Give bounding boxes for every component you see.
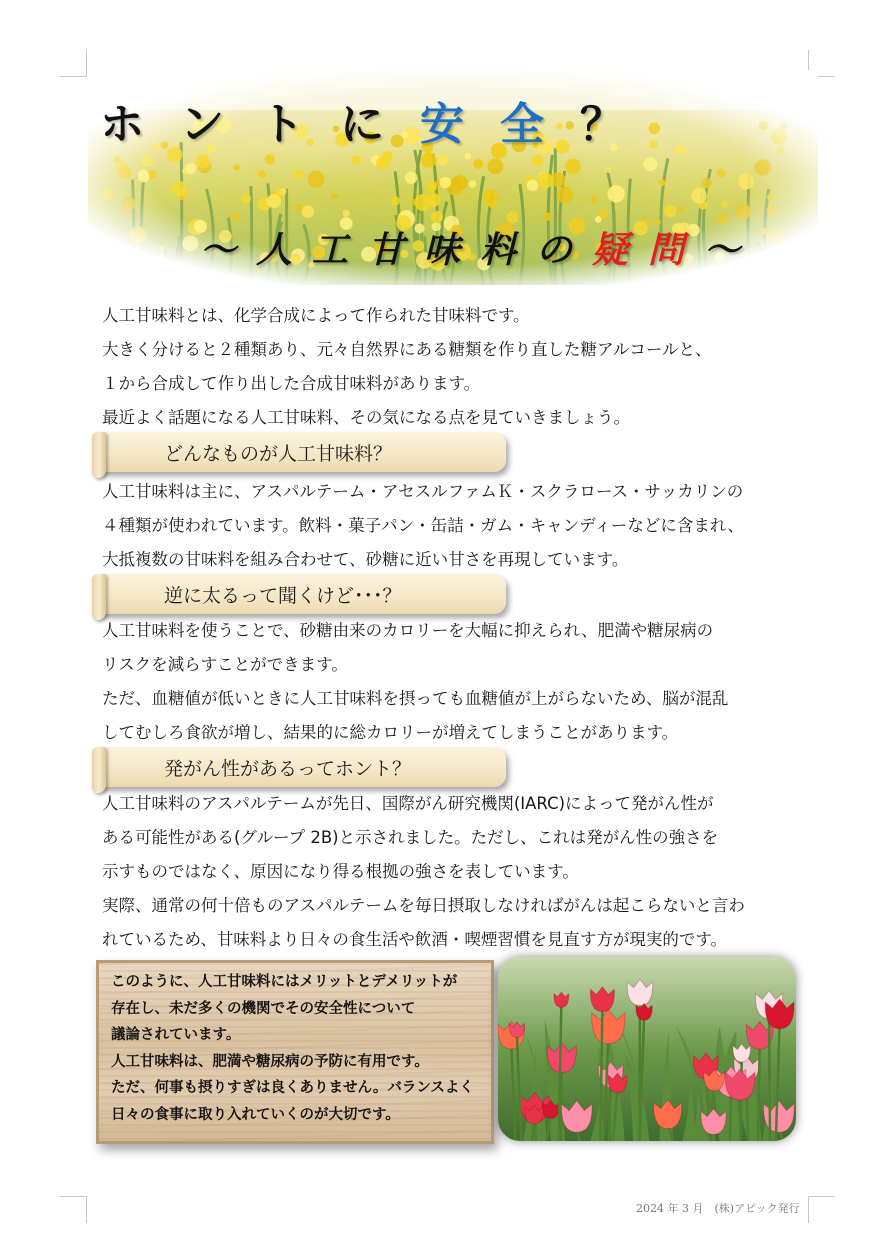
intro-paragraph: 人工甘味料とは、化学合成によって作られた甘味料です。 大きく分けると２種類あり、元々自然界にある糖類を作り直した糖アルコールと、 １から合成して作り出した合成甘味料があります。 最近よく話題になる人工甘味料、その気になる点を見ていきましょう。 — [102, 306, 712, 427]
summary-text: このように、人工甘味料にはメリットとデメリットが 存在し、未だ多くの機関でその安全性について 議論されています。 人工甘味料は、肥満や糖尿病の予防に有用です。 ただ、何事も摂りすぎは良くありません。バランスよく 日々の食事に取り入れていくのが大切です。 — [111, 974, 474, 1123]
corner-mark-bottom-right — [808, 1196, 835, 1223]
section-heading-scroll — [92, 432, 506, 472]
section-body: 人工甘味料を使うことで、砂糖由来のカロリーを大幅に抑えられ、肥満や糖尿病の リスクを減らすことができます。 ただ、血糖値が低いときに人工甘味料を摂っても血糖値が上がらないため、脳が混乱 してむしろ食欲が増し、結果的に総カロリーが増えてしまうことがあります。 — [102, 621, 729, 742]
footer-publisher: 2024 年 3 月 (株)アピック発行 — [636, 1202, 800, 1215]
section-heading: 発がん性があるってホント？ — [164, 758, 412, 780]
summary-panel — [96, 960, 494, 1144]
section-heading: どんなものが人工甘味料？ — [164, 443, 393, 465]
page-title: ホントに安全？ — [100, 99, 660, 150]
section-heading-scroll — [92, 574, 506, 614]
section-heading: 逆に太るって聞くけど･･･？ — [164, 585, 402, 607]
corner-mark-top-left — [60, 50, 87, 77]
tulip-photo — [498, 957, 796, 1141]
subtitle-accent: 疑問 — [592, 230, 705, 271]
section-heading-scroll — [92, 747, 506, 787]
section-body: 人工甘味料のアスパルテームが先日、国際がん研究機関(IARC)によって発がん性が ある可能性がある(グループ 2B)と示されました。ただし、これは発がん性の強さを 示すものではなく、原因になり得る根拠の強さを表しています。 実際、通常の何十倍ものアスパルテームを毎日摂取しなければがんは起こらないと言わ れているため、甘味料より日々の食生活や飲酒・喫煙習慣を見直す方が現実的です。 — [102, 794, 745, 949]
section-body: 人工甘味料は主に、アスパルテーム・アセスルファムＫ・スクラロース・サッカリンの ４種類が使われています。飲料・菓子パン・缶詰・ガム・キャンディーなどに含まれ、 大抵複数の甘味料を組み合わせて、砂糖に近い甘さを再現しています。 — [102, 482, 744, 569]
title-accent: 安全 — [420, 99, 580, 150]
corner-mark-bottom-left — [60, 1196, 87, 1223]
page-subtitle: ～人工甘味料の疑問～ — [200, 230, 761, 271]
